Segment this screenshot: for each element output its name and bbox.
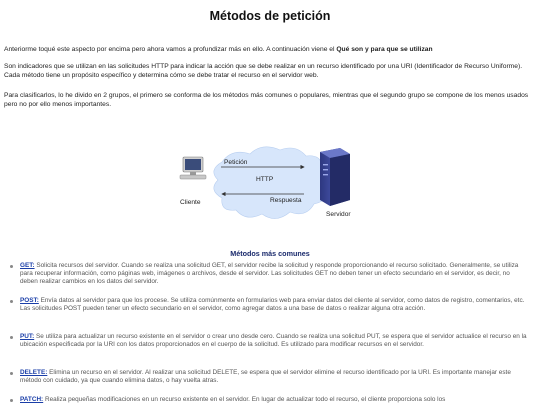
definition-paragraph: Son indicadores que se utilizan en las solicitudes HTTP para indicar la acción que se debe realizar en un recurso identificado por una URI (Identificador de Recurso Uniforme). Cada método tiene un propósito específico y determina cómo se debe tratar el recurso en el servidor web. xyxy=(4,63,523,79)
response-label: Respuesta xyxy=(270,197,302,204)
bullet-icon xyxy=(10,300,13,303)
method-link-put[interactable]: PUT: xyxy=(20,333,35,340)
server-label: Servidor xyxy=(326,211,351,218)
computer-icon xyxy=(180,157,206,179)
groups-paragraph: Para clasificarlos, lo he divido en 2 grupos, el primero se conforma de los métodos más comunes o populares, mientras que el segundo grupo se compone de los menos usados pero no por ello menos importantes. xyxy=(4,92,529,108)
method-link-post[interactable]: POST: xyxy=(20,297,39,304)
bullet-icon xyxy=(10,336,13,339)
method-description: Elimina un recurso en el servidor. Al realizar una solicitud DELETE, se espera que el servidor elimine el recurso identificado por la URI. Es importante manejar este método con cuidado, ya que cuando elimina datos, o hay vuelta atras. xyxy=(20,369,511,385)
intro-paragraph xyxy=(4,46,534,55)
bullet-icon xyxy=(10,265,13,268)
section-title-common-methods: Métodos más comunes xyxy=(230,249,310,258)
method-link-delete[interactable]: DELETE: xyxy=(20,369,48,376)
method-description: Se utiliza para actualizar un recurso existente en el servidor o crear uno desde cero. Cuando se realiza una solicitud PUT, se espera que el servidor actualice el recurso en la ubicación especificada por la URI con los datos proporcionados en el cuerpo de la solicitud. Es utilizado para modificar recursos en el servidor. xyxy=(20,333,527,349)
protocol-label: HTTP xyxy=(256,176,274,183)
intro-text: Anteriorme toqué este aspecto por encima pero ahora vamos a profundizar más en ello. A continuación viene el xyxy=(4,46,337,53)
request-label: Petición xyxy=(224,159,248,166)
method-description: Solicita recursos del servidor. Cuando se realiza una solicitud GET, el servidor recibe la solicitud y responde proporcionando el recurso solicitado. Generalmente, se utiliza para recuperar información, como páginas web, imágenes o archivos, desde el servidor. Las solicitudes GET no deben tener un efecto secundario en el servidor, es decir, no deben realizar cambios en los datos del servidor. xyxy=(20,262,519,286)
server-icon xyxy=(320,148,350,206)
page-title: Métodos de petición xyxy=(209,9,331,23)
method-link-patch[interactable]: PATCH: xyxy=(20,396,44,403)
client-label: Cliente xyxy=(180,199,201,206)
bullet-icon xyxy=(10,372,13,375)
method-description: Realiza pequeñas modificaciones en un recurso existente en el servidor. En lugar de actualizar todo el recurso, el cliente proporciona solo los xyxy=(43,396,446,403)
method-link-get[interactable]: GET: xyxy=(20,262,35,269)
http-diagram xyxy=(0,140,540,230)
bullet-icon xyxy=(10,399,13,402)
intro-bold-text: Qué son y para que se utilizan xyxy=(336,46,433,53)
method-description: Envía datos al servidor para que los procese. Se utiliza comúnmente en formularios web para enviar datos del cliente al servidor, como datos de registro, comentarios, etc. Las solicitudes POST pueden tener un efecto secundario en el servidor, como agregar datos a una base de datos o realizar alguna otra acción. xyxy=(20,297,525,313)
